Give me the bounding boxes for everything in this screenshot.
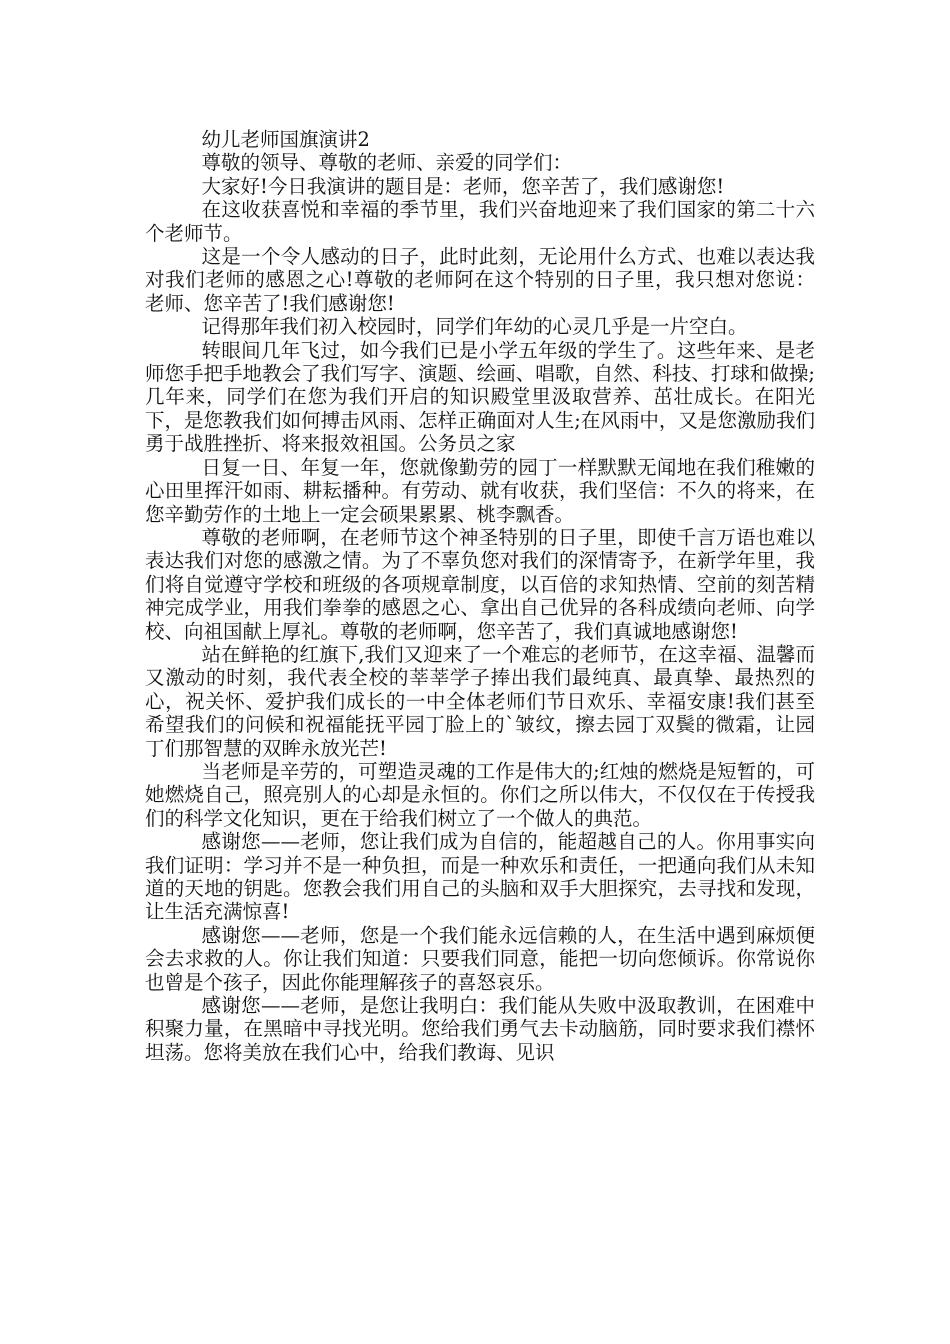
paragraph: 感谢您——老师，是您让我明白：我们能从失败中汲取教训，在困难中积聚力量，在黑暗中寻找光明。您给我们勇气去卡动脑筋，同时要求我们襟怀坦荡。您将美放在我们心中，给我们教诲、见识 — [145, 994, 815, 1064]
paragraph-salutation: 尊敬的领导、尊敬的老师、亲爱的同学们： — [201, 151, 573, 175]
paragraph: 感谢您——老师，您让我们成为自信的，能超越自己的人。你用事实向我们证明：学习并不是一种负担，而是一种欢乐和责任，一把通向我们从未知道的天地的钥匙。您教会我们用自己的头脑和双手大胆探究，去寻找和发现，让生活充满惊喜! — [145, 830, 815, 924]
document-page — [145, 128, 815, 1064]
paragraph: 大家好!今日我演讲的题目是：老师，您辛苦了，我们感谢您! — [201, 174, 725, 198]
paragraph: 在这收获喜悦和幸福的季节里，我们兴奋地迎来了我们国家的第二十六个老师节。 — [145, 198, 815, 245]
paragraph: 站在鲜艳的红旗下,我们又迎来了一个难忘的老师节，在这幸福、温馨而又激动的时刻，我代表全校的莘莘学子捧出我们最纯真、最真挚、最热烈的心，祝关怀、爱护我们成长的一中全体老师们节日欢乐、幸福安康!我们甚至希望我们的问候和祝福能抚平园丁脸上的`皱纹，擦去园丁双鬓的微霜，让园丁们那智慧的双眸永放光芒! — [145, 642, 815, 760]
paragraph: 记得那年我们初入校园时，同学们年幼的心灵几乎是一片空白。 — [201, 315, 748, 339]
paragraph: 感谢您——老师，您是一个我们能永远信赖的人，在生活中遇到麻烦便会去求救的人。你让我们知道：只要我们同意，能把一切向您倾诉。你常说你也曾是个孩子，因此你能理解孩子的喜怒哀乐。 — [145, 923, 815, 994]
document-title: 幼儿老师国旗演讲2 — [201, 128, 370, 151]
paragraph: 尊敬的老师啊，在老师节这个神圣特别的日子里，即使千言万语也难以表达我们对您的感激之情。为了不辜负您对我们的深情寄予，在新学年里，我们将自觉遵守学校和班级的各项规章制度，以百倍的求知热情、空前的刻苦精神完成学业，用我们拳拳的感恩之心、拿出自己优异的各科成绩向老师、向学校、向祖国献上厚礼。尊敬的老师啊，您辛苦了，我们真诚地感谢您! — [145, 525, 815, 643]
paragraph: 转眼间几年飞过，如今我们已是小学五年级的学生了。这些年来、是老师您手把手地教会了我们写字、演题、绘画、唱歌，自然、科技、打球和做操;几年来，同学们在您为我们开启的知识殿堂里汲取营养、茁壮成长。在阳光下，是您教我们如何搏击风雨、怎样正确面对人生;在风雨中，又是您激励我们勇于战胜挫折、将来报效祖国。公务员之家 — [145, 338, 815, 456]
paragraph: 日复一日、年复一年，您就像勤劳的园丁一样默默无闻地在我们稚嫩的心田里挥汗如雨、耕耘播种。有劳动、就有收获，我们坚信：不久的将来，在您辛勤劳作的土地上一定会硕果累累、桃李飘香。 — [145, 455, 815, 526]
paragraph: 当老师是辛劳的，可塑造灵魂的工作是伟大的;红烛的燃烧是短暂的，可她燃烧自己，照亮别人的心却是永恒的。你们之所以伟大，不仅仅在于传授我们的科学文化知识，更在于给我们树立了一个做人的典范。 — [145, 759, 815, 830]
paragraph: 这是一个令人感动的日子，此时此刻，无论用什么方式、也难以表达我对我们老师的感恩之心!尊敬的老师阿在这个特别的日子里，我只想对您说：老师、您辛苦了!我们感谢您! — [145, 245, 815, 315]
